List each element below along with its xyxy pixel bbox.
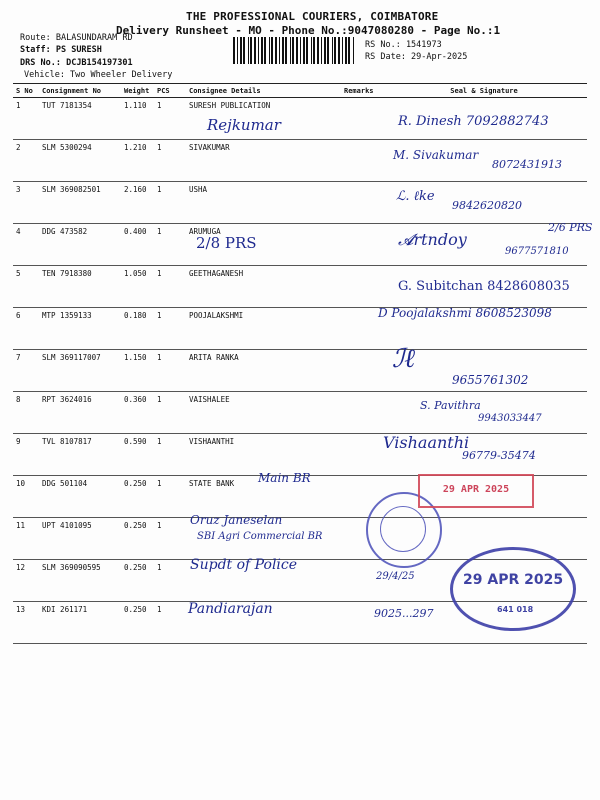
row-pcs: 1	[154, 140, 186, 182]
row-pcs: 1	[154, 266, 186, 308]
handwriting-r3-phone: 9842620820	[452, 199, 522, 212]
row-pcs: 1	[154, 434, 186, 476]
row-weight: 0.250	[121, 560, 154, 602]
barcode-bar	[275, 37, 277, 64]
col-sno: S No	[13, 84, 39, 98]
barcode-bar	[240, 37, 242, 64]
row-weight: 1.150	[121, 350, 154, 392]
handwriting-r1-signature: R. Dinesh 7092882743	[398, 114, 549, 129]
rs-date: RS Date: 29-Apr-2025	[365, 52, 468, 62]
row-weight: 0.250	[121, 602, 154, 644]
row-remarks	[341, 350, 381, 392]
row-weight: 0.250	[121, 518, 154, 560]
row-consignment-no: UPT 4101095	[39, 518, 121, 560]
barcode-bar	[248, 37, 249, 64]
row-weight: 1.050	[121, 266, 154, 308]
row-pcs: 1	[154, 476, 186, 518]
row-pcs: 1	[154, 182, 186, 224]
route-label: Route:	[20, 33, 51, 43]
handwriting-r13-consignee: Pandiarajan	[188, 601, 273, 617]
handwriting-r2-phone: 8072431913	[492, 158, 562, 171]
row-remarks	[341, 182, 381, 224]
barcode-bar	[303, 37, 305, 64]
barcode-bar	[271, 37, 273, 64]
row-sno: 4	[13, 224, 39, 266]
row-remarks	[341, 140, 381, 182]
row-consignment-no: TEN 7918380	[39, 266, 121, 308]
handwriting-r4-consignee: 2/8 PRS	[196, 234, 257, 252]
staff-line	[20, 45, 102, 55]
runsheet-subtitle: Delivery Runsheet - MO - Phone No.:9047080280 - Page No.:1	[116, 24, 501, 37]
barcode-bar	[282, 37, 284, 64]
barcode-bar	[353, 37, 354, 64]
row-pcs: 1	[154, 224, 186, 266]
barcode-bar	[348, 37, 350, 64]
row-remarks	[341, 392, 381, 434]
barcode-bar	[317, 37, 319, 64]
row-weight: 1.210	[121, 140, 154, 182]
date-stamp: 29 APR 2025	[418, 474, 534, 508]
row-consignment-no: RPT 3624016	[39, 392, 121, 434]
row-consignee: ARUMUGA	[186, 224, 341, 266]
barcode-bar	[290, 37, 291, 64]
col-seal-signature: Seal & Signature	[381, 84, 587, 98]
drs-value: DCJB154197301	[66, 58, 133, 68]
row-consignee: GEETHAGANESH	[186, 266, 341, 308]
row-consignment-no: SLM 5300294	[39, 140, 121, 182]
barcode-bar	[321, 37, 322, 64]
barcode-bar	[254, 37, 256, 64]
handwriting-r4-signature-scrawl: 𝓐rtndoy	[398, 230, 467, 249]
row-sno: 3	[13, 182, 39, 224]
route-line	[20, 33, 133, 43]
barcode-bar	[306, 37, 308, 64]
row-pcs: 1	[154, 602, 186, 644]
row-consignee: USHA	[186, 182, 341, 224]
row-pcs: 1	[154, 392, 186, 434]
handwriting-r6-signature: D Poojalakshmi 8608523098	[378, 306, 552, 320]
row-pcs: 1	[154, 308, 186, 350]
row-remarks	[341, 434, 381, 476]
barcode-bar	[279, 37, 280, 64]
company-title: THE PROFESSIONAL COURIERS, COIMBATORE	[186, 10, 439, 23]
barcode-bar	[334, 37, 336, 64]
handwriting-r12-signature: 29/4/25	[376, 571, 415, 582]
drs-label: DRS No.:	[20, 58, 61, 68]
barcode-image	[233, 37, 357, 64]
row-sno: 13	[13, 602, 39, 644]
barcode-bar	[300, 37, 301, 64]
barcode-bar	[338, 37, 340, 64]
handwriting-r8-phone: 9943033447	[478, 413, 542, 424]
row-weight: 0.250	[121, 476, 154, 518]
barcode-bar	[345, 37, 347, 64]
row-weight: 0.360	[121, 392, 154, 434]
handwriting-r3-signature: ℒ. ℓ𝑘𝑒	[396, 189, 435, 204]
handwriting-r9-signature: Vishaanthi	[383, 433, 470, 452]
row-sno: 2	[13, 140, 39, 182]
vehicle-line: Vehicle: Two Wheeler Delivery	[24, 70, 173, 80]
table-row	[13, 224, 587, 266]
row-consignment-no: SLM 369090595	[39, 560, 121, 602]
barcode-bar	[264, 37, 266, 64]
row-weight: 0.180	[121, 308, 154, 350]
row-consignment-no: SLM 369117007	[39, 350, 121, 392]
barcode-bar	[296, 37, 298, 64]
barcode-bar	[269, 37, 270, 64]
staff-value: PS SURESH	[55, 45, 102, 55]
row-weight: 1.110	[121, 98, 154, 140]
row-sno: 10	[13, 476, 39, 518]
row-consignment-no: TUT 7181354	[39, 98, 121, 140]
barcode-bar	[261, 37, 263, 64]
drs-line	[20, 58, 133, 68]
row-weight: 0.400	[121, 224, 154, 266]
handwriting-r8-signature: S. Pavithra	[420, 399, 481, 412]
handwriting-r4-signature: 2/6 PRS	[548, 221, 593, 234]
row-sno: 11	[13, 518, 39, 560]
row-sno: 9	[13, 434, 39, 476]
handwriting-r11-consignee: Oruz Janeselan	[190, 513, 283, 527]
row-consignee: ARITA RANKA	[186, 350, 341, 392]
col-weight: Weight	[121, 84, 154, 98]
handwriting-r12-consignee: Supdt of Police	[190, 557, 298, 573]
office-seal-stamp	[450, 547, 576, 631]
row-pcs: 1	[154, 560, 186, 602]
handwriting-r7-scrawl: ℐℓ	[392, 344, 416, 374]
barcode-bar	[332, 37, 333, 64]
row-remarks	[341, 224, 381, 266]
handwriting-r2-signature: M. Sivakumar	[393, 148, 479, 162]
row-consignee: STATE BANK	[186, 476, 341, 518]
row-consignee: VAISHALEE	[186, 392, 341, 434]
row-remarks	[341, 266, 381, 308]
rs-number: RS No.: 1541973	[365, 40, 442, 50]
col-consignment: Consignment No	[39, 84, 121, 98]
handwriting-r7-phone: 9655761302	[452, 373, 529, 387]
barcode-bar	[258, 37, 259, 64]
handwriting-r11-consignee-branch: SBI Agri Commercial BR	[197, 531, 323, 542]
barcode-bar	[327, 37, 329, 64]
barcode-bar	[243, 37, 245, 64]
row-consignment-no: SLM 369082501	[39, 182, 121, 224]
row-consignee: SURESH PUBLICATION	[186, 98, 341, 140]
barcode-bar	[292, 37, 294, 64]
row-pcs: 1	[154, 98, 186, 140]
row-remarks	[341, 308, 381, 350]
row-remarks	[341, 98, 381, 140]
handwriting-r9-phone: 96779-35474	[462, 449, 536, 462]
col-pcs: PCS	[154, 84, 186, 98]
row-pcs: 1	[154, 518, 186, 560]
row-weight: 2.160	[121, 182, 154, 224]
row-consignee: POOJALAKSHMI	[186, 308, 341, 350]
row-sno: 1	[13, 98, 39, 140]
barcode-bar	[311, 37, 312, 64]
barcode-bar	[324, 37, 326, 64]
row-consignee: VISHAANTHI	[186, 434, 341, 476]
barcode-bar	[342, 37, 343, 64]
row-consignment-no: KDI 261171	[39, 602, 121, 644]
office-seal-pin: 641 018	[497, 605, 534, 614]
handwriting-r10-consignee: Main BR	[258, 471, 311, 485]
table-header-row	[13, 84, 587, 98]
row-sno: 8	[13, 392, 39, 434]
handwriting-r5-signature: G. Subitchan 8428608035	[398, 279, 570, 294]
row-remarks	[341, 560, 381, 602]
barcode-bar	[237, 37, 238, 64]
row-sno: 7	[13, 350, 39, 392]
row-sno: 12	[13, 560, 39, 602]
barcode-bar	[233, 37, 235, 64]
route-value: BALASUNDARAM RD	[55, 33, 133, 43]
row-consignment-no: TVL 8107817	[39, 434, 121, 476]
barcode-bar	[313, 37, 315, 64]
col-consignee: Consignee Details	[186, 84, 341, 98]
row-pcs: 1	[154, 350, 186, 392]
barcode-bar	[250, 37, 252, 64]
col-remarks: Remarks	[341, 84, 381, 98]
barcode-bar	[285, 37, 287, 64]
handwriting-r4-phone: 9677571810	[505, 246, 569, 257]
handwriting-r13-signature: 9025...297	[374, 607, 434, 620]
row-sno: 6	[13, 308, 39, 350]
row-weight: 0.590	[121, 434, 154, 476]
staff-label: Staff:	[20, 45, 51, 55]
office-seal-date: 29 APR 2025	[463, 572, 564, 588]
row-consignment-no: DDG 501104	[39, 476, 121, 518]
row-sno: 5	[13, 266, 39, 308]
row-consignment-no: MTP 1359133	[39, 308, 121, 350]
row-consignment-no: DDG 473582	[39, 224, 121, 266]
handwriting-r1-consignee: Rejkumar	[207, 116, 281, 134]
row-consignee: SIVAKUMAR	[186, 140, 341, 182]
